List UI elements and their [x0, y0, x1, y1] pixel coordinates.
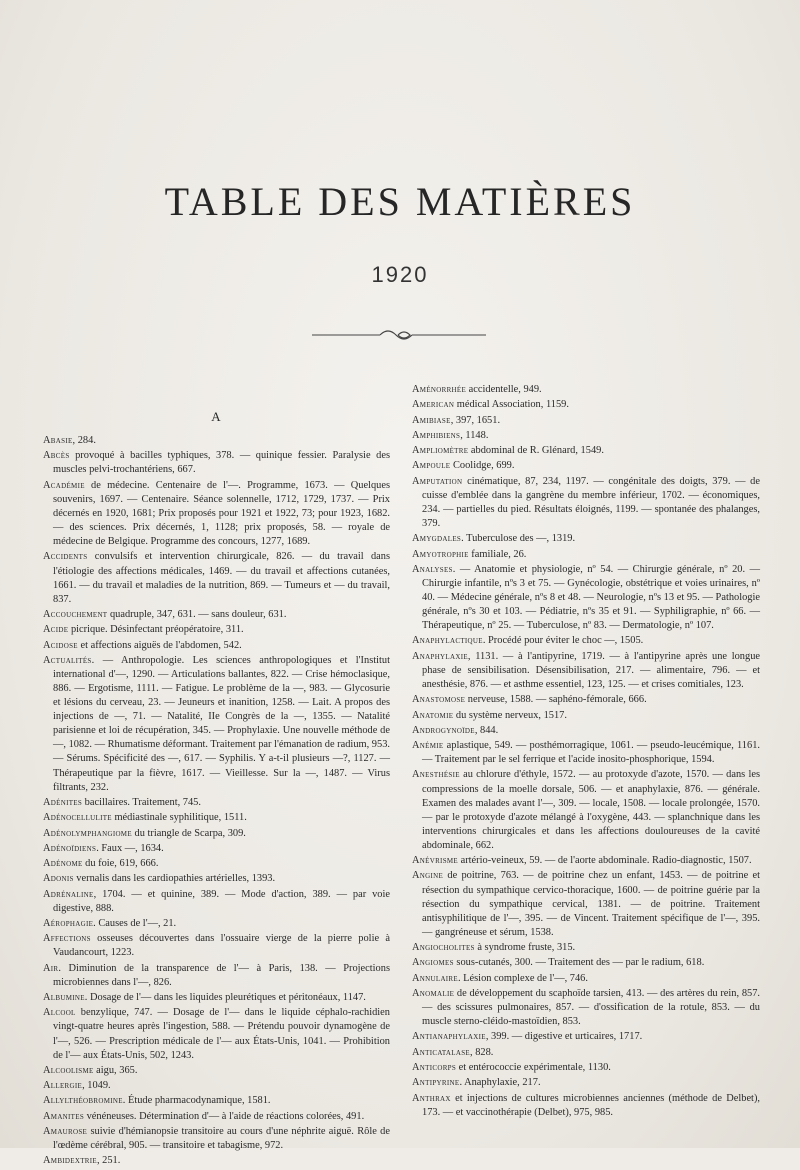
- entry-text: du système nerveux, 1517.: [453, 709, 567, 721]
- index-entry: [412, 709, 760, 723]
- entry-headword: Anémie: [412, 740, 444, 752]
- entry-headword: Adrénaline: [43, 888, 94, 900]
- entry-text: de développement du scaphoïde tarsien, 413. — des artères du rein, 857. — des scissures pulmonaires, 857. — d'ossification de la rotule, 853. — du muscle sterno-cléido-mastoïdien, 853.: [422, 987, 760, 1028]
- entry-text: . Diminution de la transparence de l'— à Paris, 138. — Projections microbiennes dans l'—, 826.: [53, 962, 390, 988]
- entry-text: bacillaires. Traitement, 745.: [82, 796, 201, 808]
- entry-text: Coolidge, 699.: [450, 460, 515, 472]
- entry-text: . Faux —, 1634.: [96, 842, 164, 854]
- entry-text: à syndrome fruste, 315.: [474, 942, 576, 954]
- index-entry: [43, 842, 390, 856]
- index-entry: [412, 383, 760, 397]
- entry-text: osseuses découvertes dans l'ossuaire vierge de la pierre polie à Vaudancourt, 1223.: [53, 933, 390, 959]
- index-entry: [412, 1030, 760, 1044]
- index-entry: [43, 991, 390, 1005]
- index-entry: [412, 532, 760, 546]
- index-entry: [412, 444, 760, 458]
- entry-text: , 399. — digestive et urticaires, 1717.: [485, 1031, 643, 1043]
- index-entry: [412, 1092, 760, 1120]
- section-letter: A: [211, 409, 222, 424]
- entry-text: , 1148.: [460, 429, 489, 441]
- index-entry: [412, 1046, 760, 1060]
- index-entry: [412, 768, 760, 853]
- entry-headword: Adénoïdiens: [43, 842, 97, 854]
- entry-headword: Air: [43, 962, 59, 974]
- index-entry: [412, 650, 760, 692]
- index-entry: [43, 962, 390, 990]
- entry-text: . — Anthropologie. Les sciences anthropologiques et l'Institut international d'—, 1290. — Articulations ballantes, 822. — Crise hémoclasique, 886. — Ergotisme, 1111. — Fatigue. Le problème de la —, 983. — Glycosurie et lésions du cerveau, 23. — Jeuneurs et inanition, 1258. — Lait. A propos des injections de —, 71. — Natalité, IIe Congrès de la —, 1355. — Natalité parisienne et loi de récupération, 345. — Prophylaxie. Une nouvelle méthode de —, 1082. — Rhumatisme déformant. Traitement par l'émanation de radium, 953. — Sérums. Spécificité des —, 617. — Syphilis. Y a-t-il plusieurs —?, 1127. — Thérapeutique par la fièvre, 1617. — Vieillesse. Sur la —, 1487. — Virus filtrants, 232.: [53, 654, 390, 793]
- index-entry: [412, 429, 760, 443]
- entry-headword: Albumine: [43, 992, 85, 1004]
- left-entry-list: [43, 434, 390, 1168]
- index-entry: [412, 634, 760, 648]
- entry-headword: Allylthéobromine: [43, 1095, 123, 1107]
- entry-headword: Acide: [43, 624, 69, 636]
- index-entry: [43, 796, 390, 810]
- index-entry: [43, 449, 390, 477]
- entry-text: . — Anatomie et physiologie, nº 54. — Chirurgie générale, nº 20. — Chirurgie infantile, nºs 3 et 75. — Gynécologie, obstétrique et voies urinaires, nº 40. — Médecine générale, nºs 8 et 48. — Neurologie, nºs 13 et 95. — Pathologie générale, nºs 30 et 103. — Pédiatrie, nºs 35 et 91. — Syphiligraphie, nº 66. — Thérapeutique, nº 25. — Tuberculose, nº 83. — Dermatologie, nº 107.: [422, 563, 760, 632]
- index-entry: [412, 724, 760, 738]
- entry-text: . Causes de l'—, 21.: [93, 918, 177, 929]
- entry-text: . Dosage de l'— dans les liquides pleurétiques et péritonéaux, 1147.: [84, 992, 366, 1004]
- entry-text: familiale, 26.: [468, 548, 527, 560]
- entry-text: benzylique, 747. — Dosage de l'— dans le liquide céphalo-rachidien vingt-quatre heures après l'ingestion, 588. — Prétendu pouvoir dynamogène de l'—, 526. — Prescription médicale de l'— aux États-Unis, 1041. — Prohibition de l'— aux États-Unis, 502, 1243.: [53, 1007, 390, 1061]
- index-entry: [43, 932, 390, 960]
- entry-headword: Amyotrophie: [412, 548, 469, 560]
- index-entry: [43, 1094, 390, 1108]
- entry-text: , 828.: [470, 1046, 494, 1058]
- entry-text: , 844.: [474, 724, 499, 736]
- index-entry: [43, 654, 390, 795]
- index-entry: [43, 1079, 390, 1093]
- index-entry: [412, 1076, 760, 1090]
- entry-headword: Actualités: [43, 654, 92, 666]
- entry-text: de poitrine, 763. — de poitrine chez un enfant, 1453. — de poitrine et résection du sympathique cervico-thoracique, 1600. — de poitrine guérie par la résection du sympathique cervical, 1381. — de poitrine. Traitement antisyphilitique de l'—, 395. — de Vincent. Traitement spécifique de l'—, 395. — gangréneuse et sérum, 1538.: [422, 870, 760, 938]
- entry-text: provoqué à bacilles typhiques, 378. — quinique fessier. Paralysie des muscles pelvi-trochantériens, 667.: [53, 450, 390, 476]
- index-entry: [412, 972, 760, 986]
- index-entry: [43, 550, 390, 606]
- entry-text: . Lésion complexe de l'—, 746.: [457, 972, 588, 984]
- right-entry-list: [412, 383, 760, 1120]
- index-entry: [43, 857, 390, 871]
- entry-text: au chlorure d'éthyle, 1572. — au protoxyde d'azote, 1570. — dans les compressions de la moelle dorsale, 506. — et anaphylaxie, 876. — générale. Examen des malades avant l'—, 309. — locale, 1508. — locale prolongée, 1570. — par le protoxyde d'azote mélangé à l'oxygène, 443. — splanchnique dans les interventions chirurgicales et dans les affections douloureuses de la cavité abdominale, 662.: [422, 769, 760, 851]
- entry-text: . Procédé pour éviter le choc —, 1505.: [482, 635, 644, 647]
- entry-text: accidentelle, 949.: [466, 384, 542, 395]
- entry-headword: Anaphylaxie: [412, 650, 468, 662]
- entry-text: . Tuberculose des —, 1319.: [461, 533, 576, 545]
- entry-headword: Angine: [412, 870, 444, 882]
- entry-headword: Amygdales: [412, 533, 462, 545]
- index-entry: [412, 941, 760, 955]
- index-entry: [43, 1110, 390, 1124]
- entry-text: convulsifs et intervention chirurgicale, 826. — du travail dans l'étiologie des affections médicales, 1469. — du travail et affections cutanées, 1661. — du travail et maladies de la nutrition, 869. — Tumeurs et — du travail, 837.: [53, 551, 390, 605]
- index-entry: [412, 854, 760, 868]
- entry-text: artério-veineux, 59. — de l'aorte abdominale. Radio-diagnostic, 1507.: [457, 855, 752, 867]
- index-entry: [43, 811, 390, 825]
- entry-text: aigu, 365.: [93, 1064, 138, 1076]
- entry-headword: American: [412, 399, 455, 411]
- entry-text: médiastinale syphilitique, 1511.: [111, 812, 247, 824]
- entry-text: abdominal de R. Glénard, 1549.: [468, 445, 604, 457]
- entry-headword: Amaurose: [43, 1126, 88, 1137]
- entry-text: . Étude pharmacodynamique, 1581.: [122, 1095, 271, 1107]
- entry-headword: Amibiase: [412, 414, 451, 426]
- entry-headword: Antipyrine: [412, 1077, 460, 1089]
- entry-headword: Amphibiens: [412, 429, 461, 441]
- index-entry: [43, 639, 390, 653]
- entry-text: et entérococcie expérimentale, 1130.: [456, 1062, 611, 1073]
- entry-headword: Ampliomètre: [412, 445, 469, 457]
- entry-text: , 251.: [96, 1155, 121, 1167]
- entry-text: aplastique, 549. — posthémorragique, 1061. — pseudo-leucémique, 1161. — Traitement par le sel ferrique et l'acide inosito-phosphorique, 1594.: [422, 740, 760, 766]
- entry-headword: Anastomose: [412, 694, 466, 706]
- index-entry: [412, 563, 760, 633]
- entry-headword: Alcoolisme: [43, 1064, 94, 1076]
- index-entry: [43, 1006, 390, 1062]
- page-title: TABLE DES MATIÈRES: [164, 179, 636, 224]
- index-entry: [412, 414, 760, 428]
- index-entry: [43, 1154, 390, 1168]
- entry-headword: Ampoule: [412, 460, 451, 472]
- index-entry: [43, 479, 390, 549]
- entry-text: suivie d'hémianopsie transitoire au cours d'une néphrite aiguë. Rôle de l'œdème cérébral, 905. — transitoire et tabagisme, 972.: [53, 1126, 390, 1152]
- index-entry: [43, 608, 390, 622]
- entry-headword: Anesthésie: [412, 769, 460, 781]
- entry-headword: Adénites: [43, 796, 83, 808]
- index-entry: [412, 459, 760, 473]
- entry-text: , 1049.: [82, 1080, 111, 1092]
- entry-text: et affections aiguës de l'abdomen, 542.: [77, 639, 242, 651]
- entry-headword: Anthrax: [412, 1092, 451, 1104]
- entry-text: de médecine. Centenaire de l'—. Programme, 1673. — Quelques souvenirs, 1697. — Centenaire. Séance solennelle, 1712, 1729, 1737. — Prix décernés en 1920, 1681; Prix proposés pour 1921 et 1922, 73; pour 1923, 1682. — des sciences. Prix décernés, 1, 1128; prix proposés, 58. — royale de médecine de Belgique. Programme des concours, 1277, 1689.: [53, 479, 390, 548]
- right-column: [412, 383, 760, 1121]
- entry-headword: Ambidextrie: [43, 1155, 97, 1167]
- year-heading: 1920: [371, 262, 429, 287]
- entry-text: médical Association, 1159.: [454, 399, 569, 411]
- index-entry: [412, 475, 760, 531]
- index-entry: [412, 398, 760, 412]
- index-entry: [412, 739, 760, 767]
- entry-headword: Anticatalase: [412, 1046, 470, 1058]
- index-entry: [43, 623, 390, 637]
- entry-headword: Abasie: [43, 435, 73, 447]
- left-column: [43, 410, 390, 1170]
- index-entry: [43, 872, 390, 886]
- entry-headword: Antianaphylaxie: [412, 1031, 486, 1043]
- entry-headword: Adonis: [43, 873, 74, 885]
- entry-headword: Alcool: [43, 1007, 76, 1019]
- entry-headword: Affections: [43, 933, 91, 945]
- entry-headword: Anticorps: [412, 1062, 457, 1073]
- entry-headword: Acidose: [43, 639, 78, 651]
- entry-headword: Angiocholites: [412, 942, 475, 954]
- entry-headword: Abcès: [43, 450, 70, 462]
- entry-headword: Anomalie: [412, 987, 455, 999]
- entry-headword: Accidents: [43, 551, 88, 563]
- entry-text: . Anaphylaxie, 217.: [459, 1077, 541, 1089]
- entry-headword: Annulaire: [412, 972, 458, 984]
- entry-headword: Académie: [43, 479, 85, 491]
- entry-headword: Anaphylactique: [412, 635, 483, 647]
- entry-headword: Allergie: [43, 1080, 83, 1092]
- index-entry: [43, 917, 390, 931]
- entry-text: sous-cutanés, 300. — Traitement des — par le radium, 618.: [453, 957, 705, 969]
- entry-headword: Adénocellulite: [43, 812, 112, 824]
- entry-text: , 397, 1651.: [450, 414, 501, 426]
- index-entry: [412, 1061, 760, 1075]
- entry-headword: Aménorrhée: [412, 384, 467, 395]
- entry-text: et injections de cultures microbiennes anciennes (méthode de Delbet), 173. — et vaccinothérapie (Delbet), 975, 985.: [422, 1092, 760, 1118]
- entry-headword: Accouchement: [43, 608, 108, 620]
- index-entry: [412, 548, 760, 562]
- entry-text: , 284.: [72, 435, 96, 447]
- entry-headword: Angiomes: [412, 957, 454, 969]
- entry-text: quadruple, 347, 631. — sans douleur, 631.: [107, 608, 287, 620]
- entry-headword: Anatomie: [412, 709, 454, 721]
- index-entry: [43, 1125, 390, 1153]
- entry-text: , 1704. — et quinine, 389. — Mode d'action, 389. — par voie digestive, 888.: [53, 888, 390, 914]
- entry-headword: Androgynoïde: [412, 724, 475, 736]
- index-entry: [43, 1064, 390, 1078]
- entry-headword: Anévrisme: [412, 855, 458, 867]
- entry-headword: Aérophagie: [43, 918, 94, 929]
- ornament-divider: [310, 322, 490, 346]
- index-entry: [43, 434, 390, 448]
- index-entry: [412, 956, 760, 970]
- index-entry: [43, 827, 390, 841]
- entry-text: vernalis dans les cardiopathies artérielles, 1393.: [73, 873, 276, 885]
- entry-headword: Adénome: [43, 858, 83, 870]
- entry-text: vénéneuses. Détermination d'— à l'aide de réactions colorées, 491.: [84, 1110, 365, 1122]
- entry-headword: Amputation: [412, 475, 463, 487]
- entry-text: , 1131. — à l'antipyrine, 1719. — à l'antipyrine après une longue phase de sensibilisation. Désensibilisation, 217. — alimentaire, 796. — et anesthésie, 876. — et asthme essentiel, 123, 125. — et crises comitiales, 123.: [422, 650, 760, 690]
- entry-headword: Analyses: [412, 563, 453, 575]
- entry-headword: Amanites: [43, 1110, 85, 1122]
- entry-text: cinématique, 87, 234, 1197. — congénitale des doigts, 379. — de cuisse d'emblée dans la gangrène du membre inférieur, 1702. — économiques, 234. — partielles du pied. Résultats éloignés, 1199. — spontanée des phalanges, 379.: [422, 475, 760, 529]
- index-entry: [412, 869, 760, 939]
- index-entry: [43, 888, 390, 916]
- entry-text: picrique. Désinfectant préopératoire, 311.: [68, 624, 244, 636]
- entry-text: du foie, 619, 666.: [82, 858, 159, 870]
- entry-headword: Adénolymphangiome: [43, 827, 132, 839]
- index-entry: [412, 693, 760, 707]
- entry-text: du triangle de Scarpa, 309.: [131, 827, 246, 839]
- index-entry: [412, 987, 760, 1029]
- entry-text: nerveuse, 1588. — saphéno-fémorale, 666.: [465, 694, 647, 706]
